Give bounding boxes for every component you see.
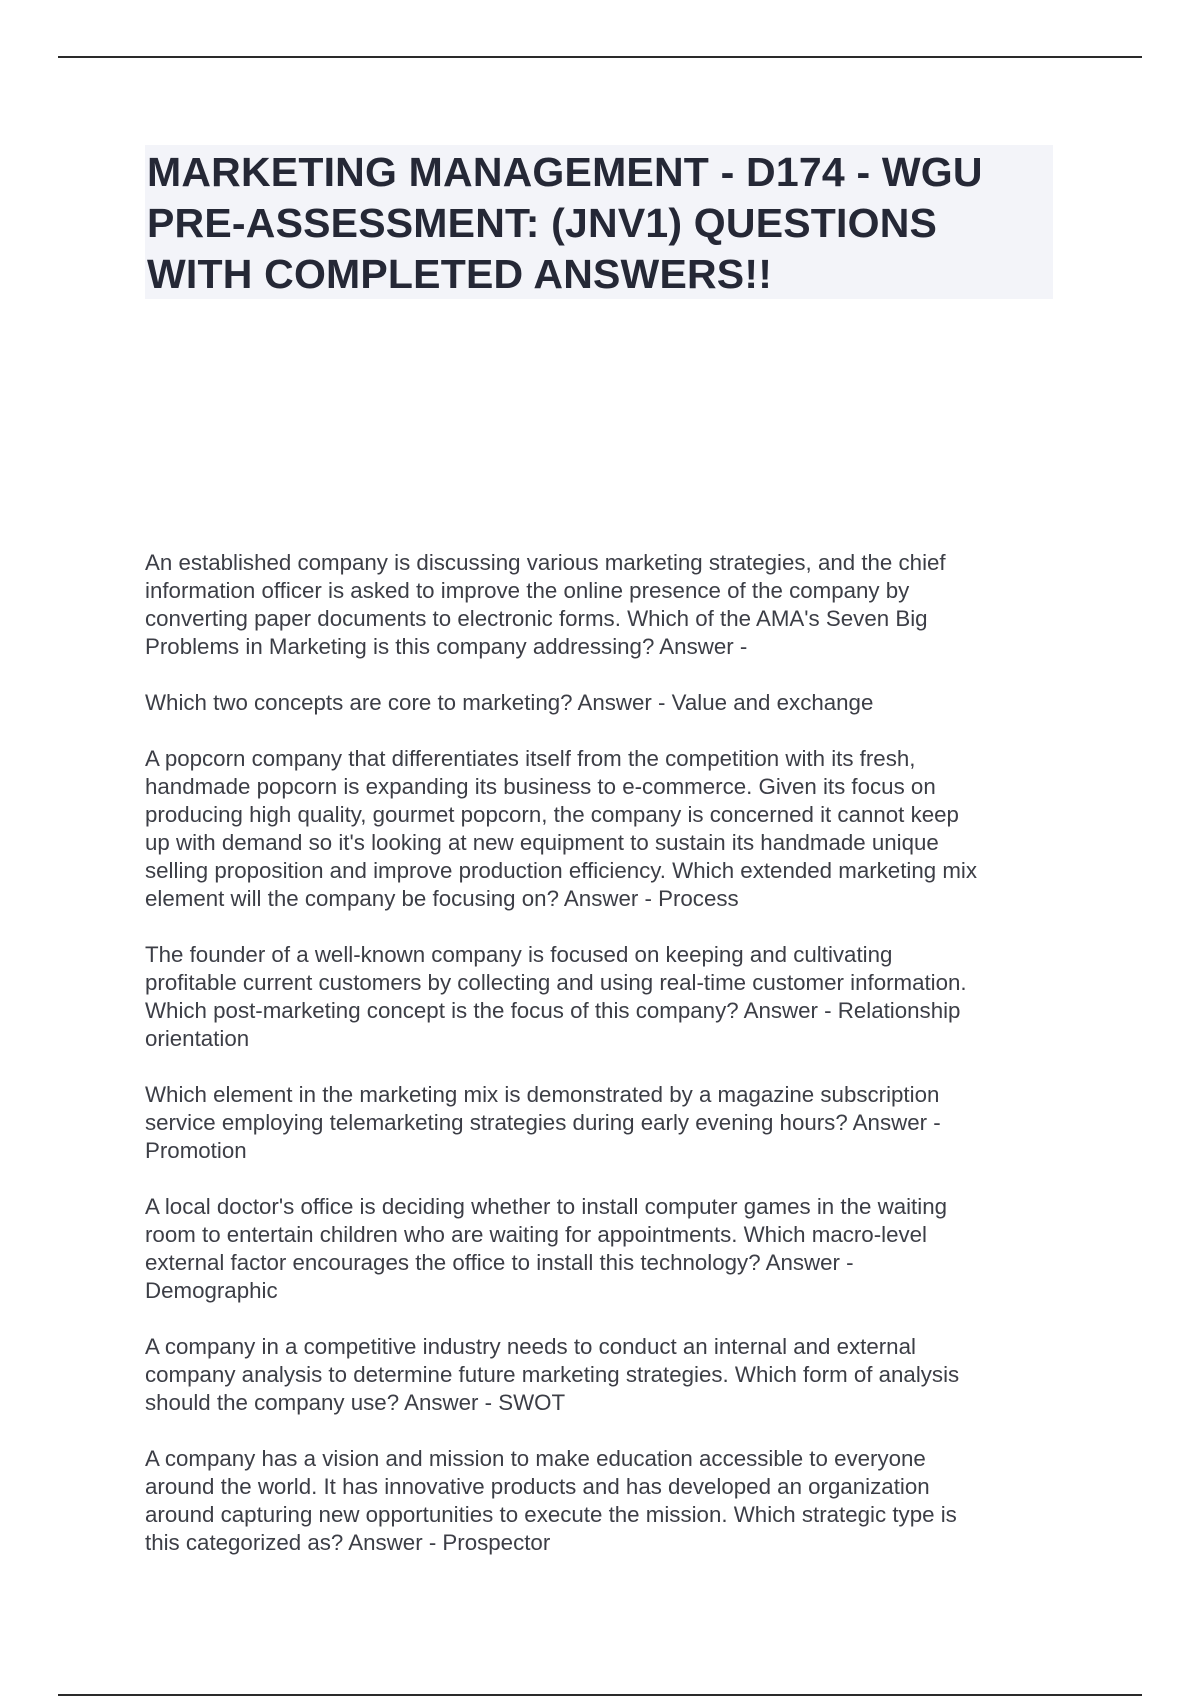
document-title: MARKETING MANAGEMENT - D174 - WGU PRE-ASSESSMENT: (JNV1) QUESTIONS WITH COMPLETED ANSWERS!! bbox=[147, 149, 983, 297]
qa-item-1: An established company is discussing various marketing strategies, and the chief information officer is asked to improve the online presence of the company by converting paper documents to electronic forms. Which of the AMA's Seven Big Problems in Marketing is this company addressing? Answer - bbox=[145, 550, 946, 659]
qa-item-5: Which element in the marketing mix is demonstrated by a magazine subscription service employing telemarketing strategies during early evening hours? Answer - Promotion bbox=[145, 1082, 941, 1163]
title-block bbox=[145, 145, 1053, 299]
question-answer-list bbox=[145, 549, 1075, 1585]
qa-item-3: A popcorn company that differentiates itself from the competition with its fresh, handmade popcorn is expanding its business to e-commerce. Given its focus on producing high quality, gourmet popcorn, the company is concerned it cannot keep up with demand so it's looking at new equipment to sustain its handmade unique selling proposition and improve production efficiency. Which extended marketing mix element will the company be focusing on? Answer - Process bbox=[145, 746, 978, 911]
qa-item-8: A company has a vision and mission to make education accessible to everyone around the world. It has innovative products and has developed an organization around capturing new opportunities to execute the mission. Which strategic type is this categorized as? Answer - Prospector bbox=[145, 1446, 957, 1555]
qa-item-6: A local doctor's office is deciding whether to install computer games in the waiting room to entertain children who are waiting for appointments. Which macro-level external factor encourages the office to install this technology? Answer - Demographic bbox=[145, 1194, 948, 1303]
qa-item-7: A company in a competitive industry needs to conduct an internal and external company analysis to determine future marketing strategies. Which form of analysis should the company use? Answer - SWOT bbox=[145, 1334, 960, 1415]
top-divider bbox=[58, 56, 1142, 58]
qa-item-4: The founder of a well-known company is focused on keeping and cultivating profitable current customers by collecting and using real-time customer information. Which post-marketing concept is the focus of this company? Answer - Relationship orientation bbox=[145, 942, 967, 1051]
qa-item-2: Which two concepts are core to marketing? Answer - Value and exchange bbox=[145, 690, 874, 715]
bottom-divider bbox=[58, 1694, 1142, 1696]
